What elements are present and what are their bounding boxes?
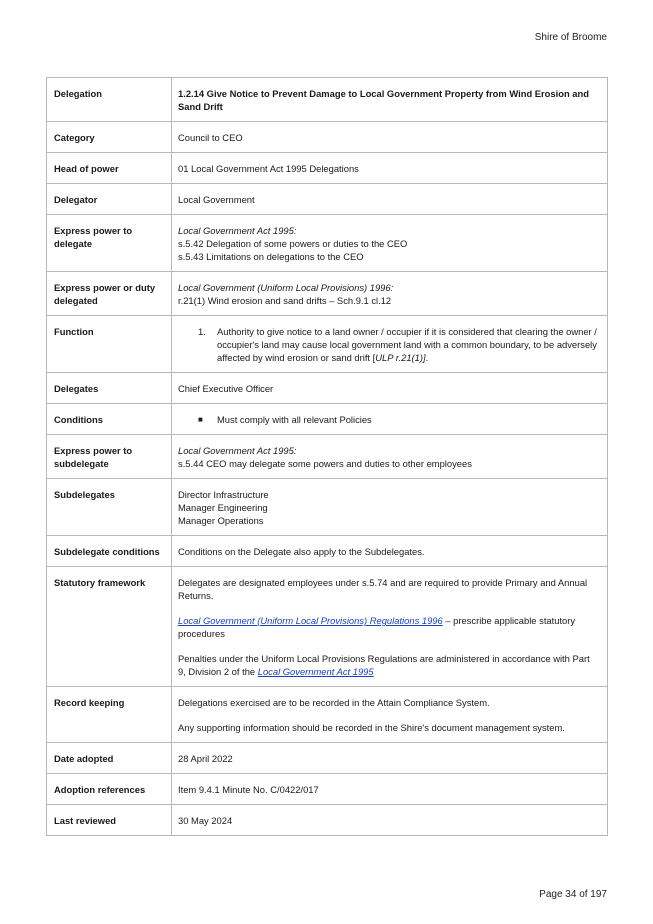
act-name: Local Government (Uniform Local Provisions) 1996:	[178, 282, 394, 293]
label-head-of-power: Head of power	[47, 153, 172, 184]
record-paragraph: Any supporting information should be recorded in the Shire's document management system.	[178, 722, 565, 733]
section-line: r.21(1) Wind erosion and sand drifts – Sch.9.1 cl.12	[178, 295, 392, 306]
header-organisation: Shire of Broome	[534, 32, 607, 43]
function-text	[217, 325, 600, 364]
row-delegates	[47, 373, 608, 404]
label-express-power-subdelegate: Express power to subdelegate	[47, 435, 172, 479]
value-express-power-subdelegate	[172, 435, 608, 479]
row-adoption-references	[47, 774, 608, 805]
label-express-power-duty: Express power or duty delegated	[47, 272, 172, 316]
condition-text: Must comply with all relevant Policies	[217, 414, 372, 425]
function-body: Authority to give notice to a land owner / occupier if it is considered that clearing the owner / occupier's land may cause local government land with a common boundary, to be adversely affected by wind erosion or sand drift [	[217, 326, 597, 363]
act-name: Local Government Act 1995:	[178, 225, 297, 236]
value-adoption-references: Item 9.4.1 Minute No. C/0422/017	[172, 774, 608, 805]
framework-paragraph	[178, 614, 600, 640]
value-conditions	[172, 404, 608, 435]
framework-text: Penalties under the Uniform Local Provisions Regulations are administered in accordance with Part 9, Division 2 of the	[178, 653, 590, 677]
section-line: s.5.43 Limitations on delegations to the CEO	[178, 251, 364, 262]
value-express-power-delegate	[172, 215, 608, 272]
row-date-adopted	[47, 743, 608, 774]
subdelegate-item: Manager Engineering	[178, 502, 268, 513]
numbered-list-item	[178, 325, 600, 364]
row-head-of-power	[47, 153, 608, 184]
label-delegates: Delegates	[47, 373, 172, 404]
row-record-keeping	[47, 687, 608, 743]
row-function	[47, 316, 608, 373]
label-delegator: Delegator	[47, 184, 172, 215]
value-function	[172, 316, 608, 373]
value-delegates: Chief Executive Officer	[172, 373, 608, 404]
label-category: Category	[47, 122, 172, 153]
framework-paragraph: Delegates are designated employees under s.5.74 and are required to provide Primary and Annual Returns.	[178, 577, 588, 601]
value-category: Council to CEO	[172, 122, 608, 153]
value-express-power-duty	[172, 272, 608, 316]
row-express-power-delegate	[47, 215, 608, 272]
subdelegate-item: Manager Operations	[178, 515, 264, 526]
value-delegator: Local Government	[172, 184, 608, 215]
label-adoption-references: Adoption references	[47, 774, 172, 805]
label-date-adopted: Date adopted	[47, 743, 172, 774]
row-delegator	[47, 184, 608, 215]
label-subdelegates: Subdelegates	[47, 479, 172, 536]
delegation-title: 1.2.14 Give Notice to Prevent Damage to Local Government Property from Wind Erosion and Sand Drift	[172, 78, 608, 122]
label-conditions: Conditions	[47, 404, 172, 435]
label-last-reviewed: Last reviewed	[47, 805, 172, 836]
value-subdelegates	[172, 479, 608, 536]
value-record-keeping	[172, 687, 608, 743]
row-express-power-duty	[47, 272, 608, 316]
value-subdelegate-conditions: Conditions on the Delegate also apply to the Subdelegates.	[172, 536, 608, 567]
record-paragraph: Delegations exercised are to be recorded in the Attain Compliance System.	[178, 697, 490, 708]
regulations-link[interactable]: Local Government (Uniform Local Provisions) Regulations 1996	[178, 615, 443, 626]
value-head-of-power: 01 Local Government Act 1995 Delegations	[172, 153, 608, 184]
value-date-adopted: 28 April 2022	[172, 743, 608, 774]
framework-text: – prescribe applicable statutory procedures	[178, 615, 576, 639]
section-line: s.5.42 Delegation of some powers or duties to the CEO	[178, 238, 408, 249]
section-line: s.5.44 CEO may delegate some powers and duties to other employees	[178, 458, 472, 469]
function-reference: ULP r.21(1)]	[375, 352, 426, 363]
label-express-power-delegate: Express power to delegate	[47, 215, 172, 272]
row-conditions	[47, 404, 608, 435]
page-number: Page 34 of 197	[539, 889, 607, 900]
function-end: .	[425, 352, 429, 363]
bullet-list-item	[178, 413, 600, 426]
label-delegation: Delegation	[47, 78, 172, 122]
framework-paragraph	[178, 652, 600, 678]
list-number: 1.	[198, 326, 206, 337]
delegation-table	[46, 77, 608, 836]
label-function: Function	[47, 316, 172, 373]
value-last-reviewed: 30 May 2024	[172, 805, 608, 836]
subdelegate-item: Director Infrastructure	[178, 489, 269, 500]
label-record-keeping: Record keeping	[47, 687, 172, 743]
row-subdelegates	[47, 479, 608, 536]
label-subdelegate-conditions: Subdelegate conditions	[47, 536, 172, 567]
act-link[interactable]: Local Government Act 1995	[257, 666, 374, 677]
row-last-reviewed	[47, 805, 608, 836]
row-delegation	[47, 78, 608, 122]
value-statutory-framework	[172, 567, 608, 687]
square-bullet-icon: ■	[198, 415, 203, 424]
row-category	[47, 122, 608, 153]
row-subdelegate-conditions	[47, 536, 608, 567]
row-express-power-subdelegate	[47, 435, 608, 479]
label-statutory-framework: Statutory framework	[47, 567, 172, 687]
row-statutory-framework	[47, 567, 608, 687]
act-name: Local Government Act 1995:	[178, 445, 297, 456]
